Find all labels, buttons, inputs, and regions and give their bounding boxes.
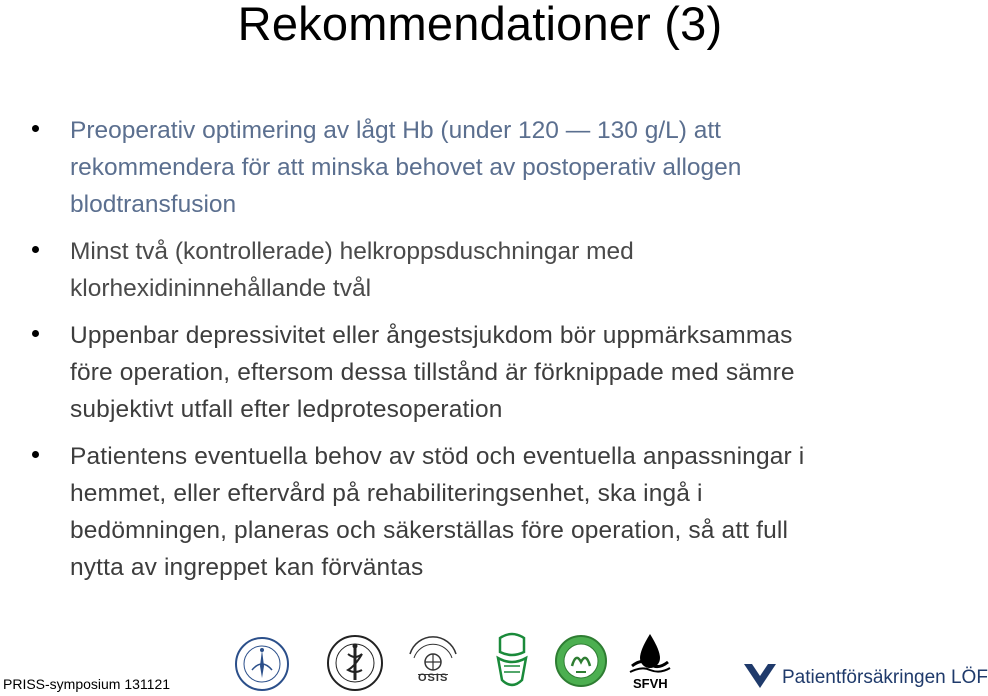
symposium-footer: PRISS-symposium 131121 <box>3 676 171 692</box>
bullet-line: Uppenbar depressivitet eller ångestsjukdom bör uppmärksammas <box>70 322 793 349</box>
ortopedisk-forening-logo <box>234 636 290 692</box>
bullet-line: före operation, eftersom dessa tillstånd är förknippade med sämre <box>70 359 795 386</box>
bullet-item <box>30 438 940 586</box>
bullet-line: hemmet, eller eftervård på rehabiliteringsenhet, ska ingå i <box>70 480 703 507</box>
bullet-item <box>30 112 940 223</box>
bullet-item <box>30 233 940 307</box>
bullet-dot-icon <box>32 125 39 132</box>
bullet-line: klorhexidininnehållande tvål <box>70 275 372 302</box>
bullet-list <box>30 112 940 596</box>
green-society-logo <box>554 634 608 688</box>
bullet-line: blodtransfusion <box>70 191 237 218</box>
bullet-line: subjektivt utfall efter ledprotesoperation <box>70 396 503 423</box>
bullet-line: rekommendera för att minska behovet av postoperativ allogen <box>70 154 742 181</box>
bullet-dot-icon <box>32 451 39 458</box>
sfvh-label: SFVH <box>633 676 668 691</box>
infektionslakarforeningen-logo <box>326 634 384 692</box>
bullet-line: bedömningen, planeras och säkerställas före operation, så att full <box>70 517 789 544</box>
patientforsakringen-mark-icon <box>742 662 778 690</box>
sfvh-drop-icon <box>626 632 674 676</box>
patientforsakringen-label: Patientförsäkringen LÖF <box>782 667 988 688</box>
bullet-dot-icon <box>32 330 39 337</box>
bullet-line: nytta av ingreppet kan förväntas <box>70 554 424 581</box>
bullet-line: Preoperativ optimering av lågt Hb (under 120 — 130 g/L) att <box>70 117 721 144</box>
mask-hygiene-logo <box>492 632 532 694</box>
osis-label: OSIS <box>418 672 449 684</box>
bullet-line: Minst två (kontrollerade) helkroppsduschningar med <box>70 238 634 265</box>
slide-title: Rekommendationer (3) <box>237 0 723 50</box>
bullet-dot-icon <box>32 246 39 253</box>
bullet-item <box>30 317 940 428</box>
bullet-line: Patientens eventuella behov av stöd och eventuella anpassningar i <box>70 443 805 470</box>
